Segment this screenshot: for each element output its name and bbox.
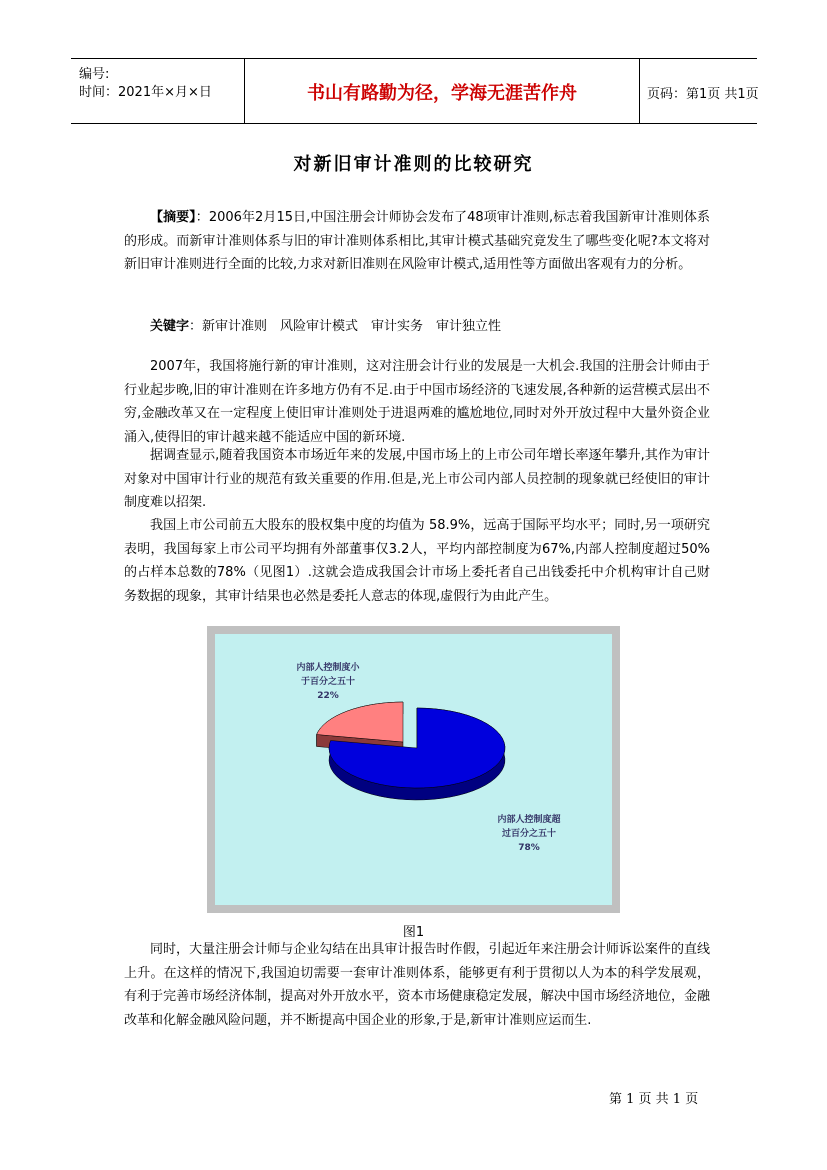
page-footer: 第 1 页 共 1 页 bbox=[609, 1092, 699, 1107]
pie-label-0-line-0: 内部人控制度超 bbox=[497, 815, 561, 825]
pie-chart-frame bbox=[207, 626, 620, 913]
pie-label-1-line-2: 22% bbox=[317, 691, 339, 701]
pie-chart bbox=[207, 626, 620, 913]
keywords-text: ：新审计准则 风险审计模式 审计实务 审计独立性 bbox=[189, 319, 502, 334]
motto: 书山有路勤为径，学海无涯苦作舟 bbox=[307, 83, 577, 104]
pie-label-1-line-0: 内部人控制度小 bbox=[296, 663, 360, 673]
number-label: 编号: bbox=[79, 67, 110, 82]
body-paragraph-1: 2007年，我国将施行新的审计准则，这对注册会计行业的发展是一大机会.我国的注册会计师由于行业起步晚,旧的审计准则在许多地方仍有不足.由于中国市场经济的飞速发展,各种新的运营模式层出不穷,金融改革又在一定程度上使旧审计准则处于进退两难的尴尬地位,同时对外开放过程中大量外资企业涌入,使得旧的审计越来越不能适应中国的新环境. bbox=[124, 359, 710, 445]
body-paragraph-2: 据调查显示,随着我国资本市场近年来的发展,中国市场上的上市公司年增长率逐年攀升,其作为审计对象对中国审计行业的规范有致关重要的作用.但是,光上市公司内部人员控制的现象就已经使旧的审计制度难以招架. bbox=[124, 448, 710, 510]
figure-caption: 图1 bbox=[402, 925, 425, 940]
document-title: 对新旧审计准则的比较研究 bbox=[293, 154, 534, 175]
body-paragraph-4: 同时，大量注册会计师与企业勾结在出具审计报告时作假，引起近年来注册会计师诉讼案件的直线上升。在这样的情况下,我国迫切需要一套审计准则体系，能够更有利于贯彻以人为本的科学发展观，有利于完善市场经济体制，提高对外开放水平，资本市场健康稳定发展，解决中国市场经济地位，金融改革和化解金融风险问题，并不断提高中国企业的形象,于是,新审计准则应运而生. bbox=[124, 942, 710, 1028]
header-motto-cell bbox=[244, 59, 640, 123]
abstract-text: ：2006年2月15日,中国注册会计师协会发布了48项审计准则,标志着我国新审计准则体系的形成。而新审计准则体系与旧的审计准则体系相比,其审计模式基础究竟发生了哪些变化呢?本文将对新旧审计准则进行全面的比较,力求对新旧准则在风险审计模式,适用性等方面做出客观有力的分析。 bbox=[124, 210, 710, 272]
body-paragraph-3: 我国上市公司前五大股东的股权集中度的均值为 58.9%，远高于国际平均水平；同时,另一项研究表明，我国每家上市公司平均拥有外部董事仅3.2人，平均内部控制度为67%,内部人控制度超过50%的占样本总数的78%（见图1）.这就会造成我国会计市场上委托者自己出钱委托中介机构审计自己财务数据的现象，其审计结果也必然是委托人意志的体现,虚假行为由此产生。 bbox=[124, 518, 710, 604]
keywords-label: 关键字 bbox=[150, 319, 190, 334]
page-header bbox=[71, 58, 757, 124]
page-info: 页码：第1页 共1页 bbox=[647, 87, 759, 102]
abstract-paragraph bbox=[124, 206, 710, 277]
time-label: 时间：2021年×月×日 bbox=[79, 85, 212, 100]
pie-label-0-line-1: 过百分之五十 bbox=[501, 829, 557, 839]
header-page-cell bbox=[639, 59, 757, 123]
pie-label-0-line-2: 78% bbox=[518, 843, 540, 853]
header-meta bbox=[71, 59, 244, 123]
pie-label-1-line-1: 于百分之五十 bbox=[300, 677, 356, 687]
keywords-paragraph bbox=[124, 315, 710, 339]
abstract-label: 【摘要】 bbox=[150, 210, 196, 225]
